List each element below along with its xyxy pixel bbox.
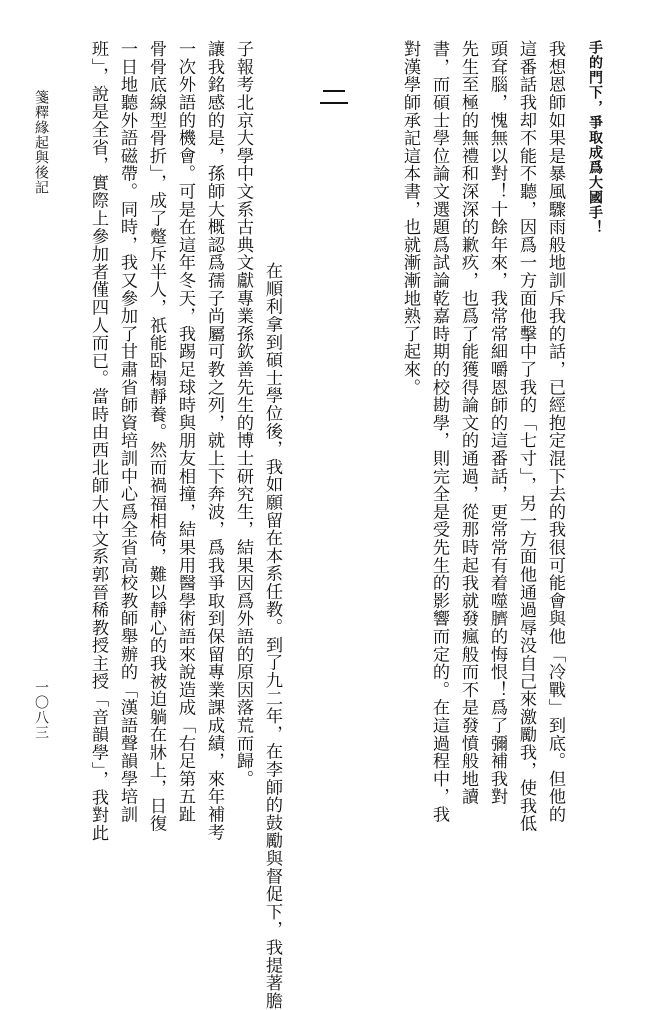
running-title: 箋釋緣起與後記	[33, 90, 49, 195]
text-column-1: 我想恩師如果是暴風驟雨般地訓斥我的話，已經抱定混下去的我很可能會與他「冷戰」到底。但他的	[545, 40, 565, 824]
text-column-4: 先生至極的無禮和深深的歉疚，也爲了能獲得論文的通過，從那時起我就發瘋般而不是發憤般地讀	[458, 40, 478, 806]
section-number-two	[320, 88, 348, 108]
text-column-9: 讓我銘感的是，孫師大概認爲孺子尚屬可教之列，就上下奔波，爲我爭取到保留專業課成績，來年補考	[204, 40, 224, 841]
text-column-3: 頭耷腦，愧無以對！十餘年來，我常常細嚼恩師的這番話，更常常有着噬臍的悔恨！爲了彌補我對	[487, 40, 507, 806]
text-column-5: 書，而碩士學位論文選題爲試論乾嘉時期的校勘學，則完全是受先生的影響而定的。在這過程中，我	[429, 40, 449, 824]
text-column-11: 骨骨底線型骨折」，成了蹩斥半人，祇能卧榻靜養。然而禍福相倚，難以靜心的我被迫躺在牀上，日復	[146, 40, 166, 833]
text-column-6: 對漢學師承記這本書，也就漸漸地熟了起來。	[400, 40, 420, 396]
text-column-7: 在順利拿到碩士學位後，我如願留在本系任教。到了九二年，在李師的鼓勵與督促下，我提著膽	[262, 262, 282, 1010]
text-column-2: 這番話我却不能不聽，因爲一方面他擊中了我的「七寸」，另一方面他通過辱没自己來激勵我，使我低	[516, 40, 536, 833]
section-number-stroke-top	[323, 90, 345, 92]
section-number-stroke-bottom	[320, 102, 348, 104]
text-column-8: 子報考北京大學中文系古典文獻專業孫欽善先生的博士研究生，結果因爲外語的原因落荒而歸。	[233, 40, 253, 788]
text-column-10: 一次外語的機會。可是在這年冬天，我踢足球時與朋友相撞，結果用醫學術語來說造成「右足第五趾	[175, 40, 195, 824]
heading-text: 手的門下，爭取成爲大國手！	[587, 40, 603, 235]
page-number: 一〇八三	[33, 680, 49, 740]
text-column-13: 班」，說是全省，實際上參加者僅四人而已。當時由西北師大中文系郭晉稀教授主授「音韻學」，我對此	[88, 40, 108, 842]
text-column-12: 一日地聽外語磁帶。同時，我又參加了甘肅省師資培訓中心爲全省高校教師舉辦的「漢語聲韻學培訓	[117, 40, 137, 824]
